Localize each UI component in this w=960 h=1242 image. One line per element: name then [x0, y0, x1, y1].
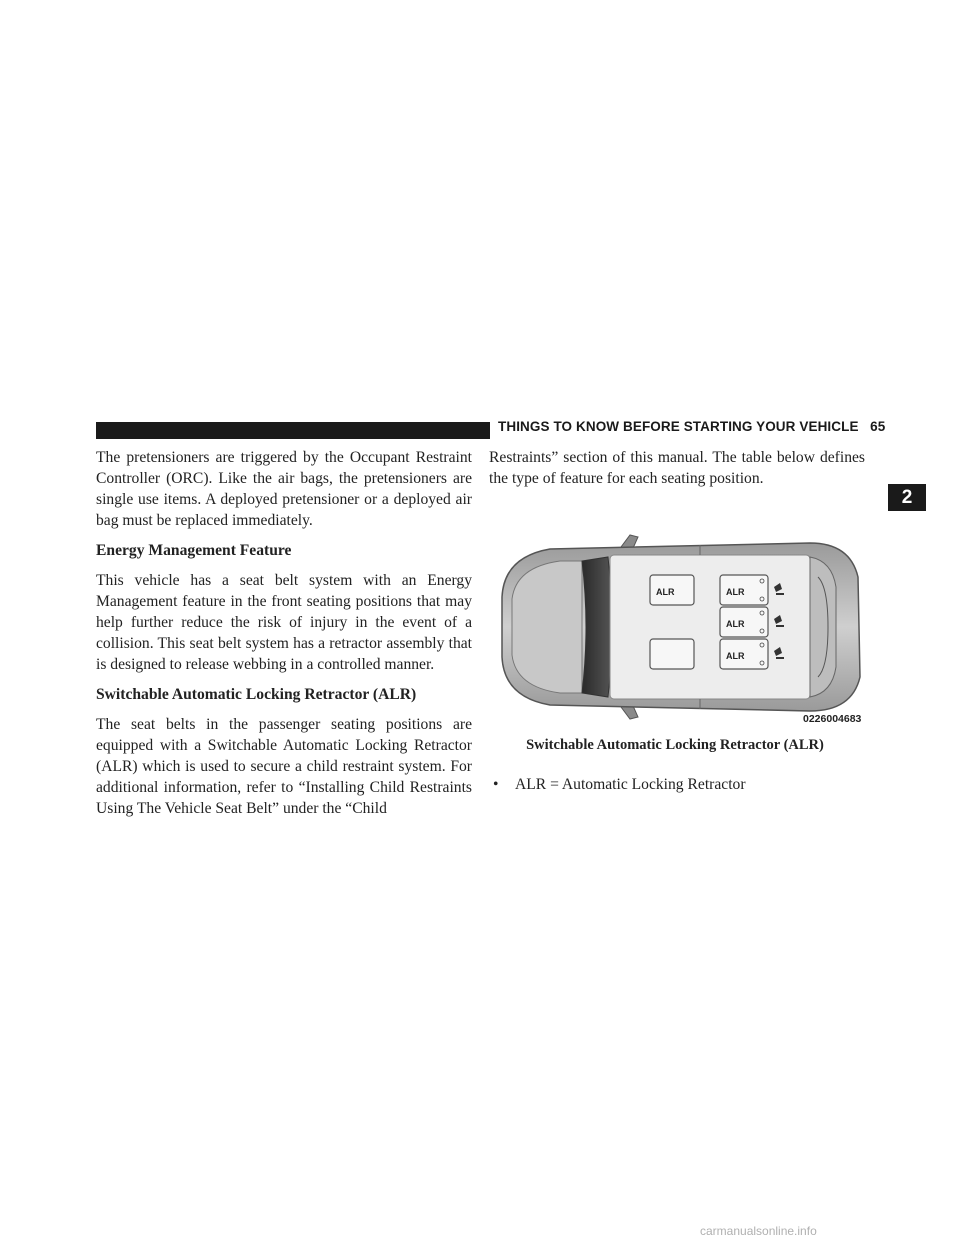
seat-label-rear-3: ALR [726, 651, 745, 661]
figure-code: 0226004683 [803, 713, 862, 725]
left-column [96, 447, 472, 819]
running-header [498, 419, 885, 434]
figure-caption: Switchable Automatic Locking Retractor (ALR) [526, 737, 824, 753]
seat-label-rear-2: ALR [726, 619, 745, 629]
seat-label-rear-1: ALR [726, 587, 745, 597]
energy-management-heading: Energy Management Feature [96, 542, 292, 559]
page-number: 65 [870, 419, 886, 434]
energy-management-paragraph: This vehicle has a seat belt system with an Energy Management feature in the front seating positions that may help further reduce the risk of injury in the event of a collision. This seat belt system has a retractor assembly that is designed to release webbing in a controlled manner. [96, 572, 472, 673]
alr-paragraph: The seat belts in the passenger seating positions are equipped with a Switchable Automatic Locking Retractor (ALR) which is used to secure a child restraint system. For additional information, refer to “Installing Child Restraints Using The Vehicle Seat Belt” under the “Child [96, 716, 472, 817]
right-column [489, 447, 865, 489]
bullet-text: ALR = Automatic Locking Retractor [515, 776, 746, 793]
bullet-symbol: • [493, 776, 499, 793]
alr-definition-bullet [493, 776, 746, 794]
alr-heading: Switchable Automatic Locking Retractor (ALR) [96, 686, 417, 703]
continuation-paragraph: Restraints” section of this manual. The table below defines the type of feature for each seating position. [489, 449, 865, 487]
header-bar [96, 422, 490, 439]
pretensioner-paragraph: The pretensioners are triggered by the Occupant Restraint Controller (ORC). Like the air bags, the pretensioners are single use items. A deployed pretensioner or a deployed air bag must be replaced immediately. [96, 449, 472, 529]
watermark-footer: carmanualsonline.info [700, 1224, 817, 1238]
header-title: THINGS TO KNOW BEFORE STARTING YOUR VEHICLE [498, 419, 859, 434]
vehicle-top-view-figure [490, 527, 868, 727]
seat-label-front: ALR [656, 587, 675, 597]
chapter-tab: 2 [888, 484, 926, 511]
